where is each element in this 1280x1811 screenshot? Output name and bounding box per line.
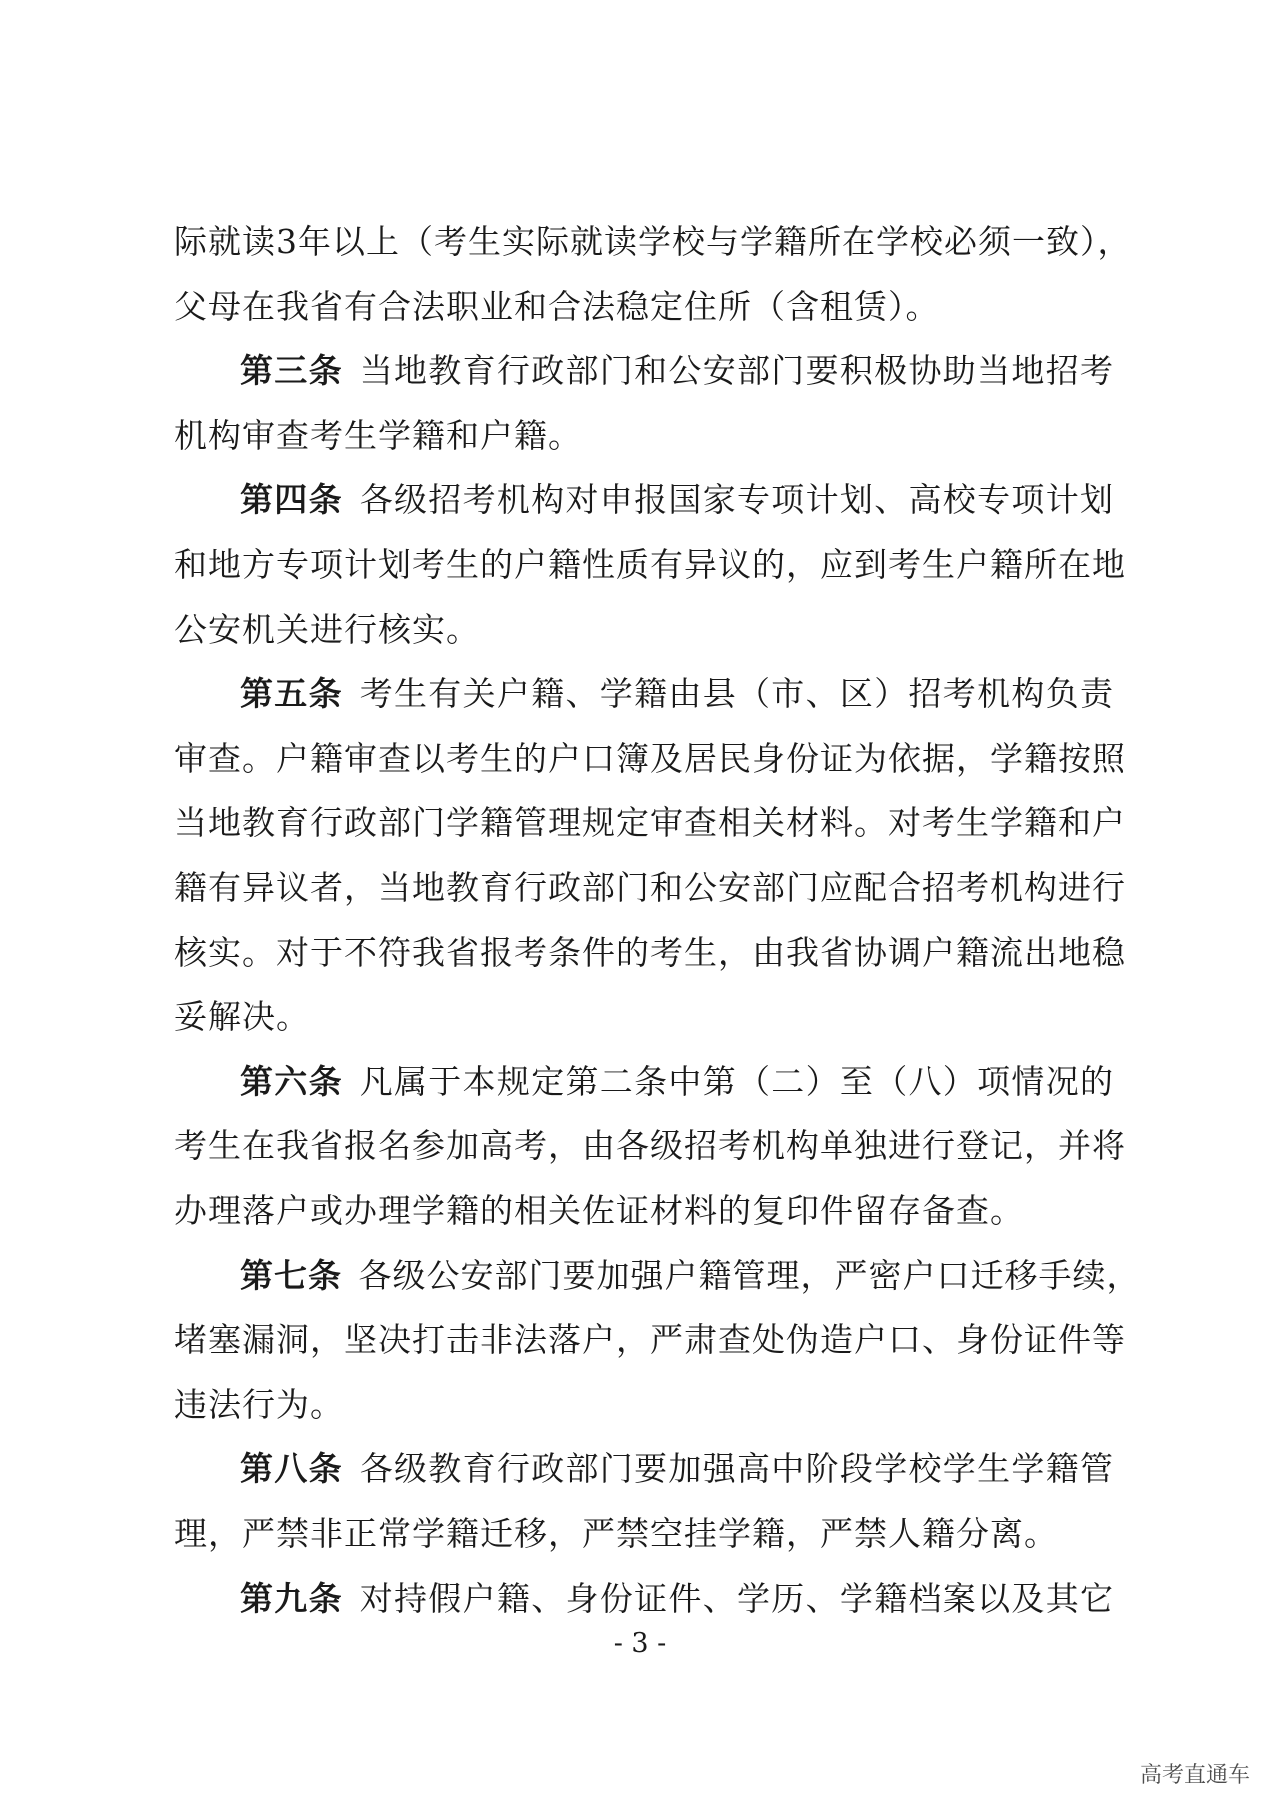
watermark-text: 高考直通车 (1139, 1763, 1250, 1788)
line-text: 核实。对于不符我省报考条件的考生，由我省协调户籍流出地稳 (174, 933, 1126, 972)
line-text: 公安机关进行核实。 (174, 610, 480, 649)
line-text: 办理落户或办理学籍的相关佐证材料的复印件留存备查。 (174, 1191, 1024, 1230)
article-paragraph-line (174, 468, 1114, 532)
paragraph-line (174, 1114, 1126, 1178)
line-text: 父母在我省有合法职业和合法稳定住所（含租赁）。 (174, 287, 940, 326)
line-text: 各级公安部门要加强户籍管理，严密户口迁移手续， (358, 1256, 1141, 1295)
article-heading: 第五条 (240, 674, 343, 713)
paragraph-line (174, 1373, 1114, 1437)
article-paragraph-line (174, 339, 1114, 403)
line-text: 考生在我省报名参加高考，由各级招考机构单独进行登记，并将 (174, 1126, 1126, 1165)
paragraph-line (174, 533, 1126, 597)
line-text: 各级招考机构对申报国家专项计划、高校专项计划 (359, 480, 1115, 519)
line-text: 和地方专项计划考生的户籍性质有异议的，应到考生户籍所在地 (174, 545, 1126, 584)
paragraph-line (174, 598, 1114, 662)
line-text: 考生有关户籍、学籍由县（市、区）招考机构负责 (359, 674, 1115, 713)
article-heading: 第八条 (240, 1449, 343, 1488)
article-heading: 第七条 (240, 1256, 342, 1295)
article-paragraph-line (174, 1050, 1114, 1114)
article-paragraph-line (174, 1244, 1141, 1308)
paragraph-line (174, 791, 1126, 855)
article-paragraph-line (174, 662, 1114, 726)
line-text: 对持假户籍、身份证件、学历、学籍档案以及其它 (359, 1579, 1115, 1618)
article-heading: 第三条 (240, 351, 343, 390)
line-text: 理，严禁非正常学籍迁移，严禁空挂学籍，严禁人籍分离。 (174, 1514, 1058, 1553)
article-heading: 第四条 (240, 480, 343, 519)
article-heading: 第九条 (240, 1579, 343, 1618)
line-text: 凡属于本规定第二条中第（二）至（八）项情况的 (359, 1062, 1115, 1101)
line-text: 际就读3年以上（考生实际就读学校与学籍所在学校必须一致）， (174, 222, 1132, 261)
paragraph-line (174, 727, 1126, 791)
paragraph-line (174, 1308, 1126, 1372)
article-heading: 第六条 (240, 1062, 343, 1101)
paragraph-line (174, 985, 1114, 1049)
line-text: 堵塞漏洞，坚决打击非法落户，严肃查处伪造户口、身份证件等 (174, 1320, 1126, 1359)
paragraph-line (174, 856, 1126, 920)
paragraph-line (174, 210, 1132, 274)
line-text: 当地教育行政部门和公安部门要积极协助当地招考 (359, 351, 1115, 390)
paragraph-line (174, 275, 1114, 339)
paragraph-line (174, 1179, 1114, 1243)
line-text: 当地教育行政部门学籍管理规定审查相关材料。对考生学籍和户 (174, 803, 1126, 842)
line-text: 妥解决。 (174, 997, 310, 1036)
line-text: 籍有异议者，当地教育行政部门和公安部门应配合招考机构进行 (174, 868, 1126, 907)
line-text: 违法行为。 (174, 1385, 344, 1424)
line-text: 各级教育行政部门要加强高中阶段学校学生学籍管 (359, 1449, 1115, 1488)
article-paragraph-line (174, 1567, 1114, 1631)
paragraph-line (174, 1502, 1114, 1566)
article-paragraph-line (174, 1437, 1114, 1501)
paragraph-line (174, 404, 1114, 468)
line-text: 审查。户籍审查以考生的户口簿及居民身份证为依据，学籍按照 (174, 739, 1126, 778)
paragraph-line (174, 921, 1126, 985)
line-text: 机构审查考生学籍和户籍。 (174, 416, 582, 455)
page-number: - 3 - (613, 1628, 667, 1659)
